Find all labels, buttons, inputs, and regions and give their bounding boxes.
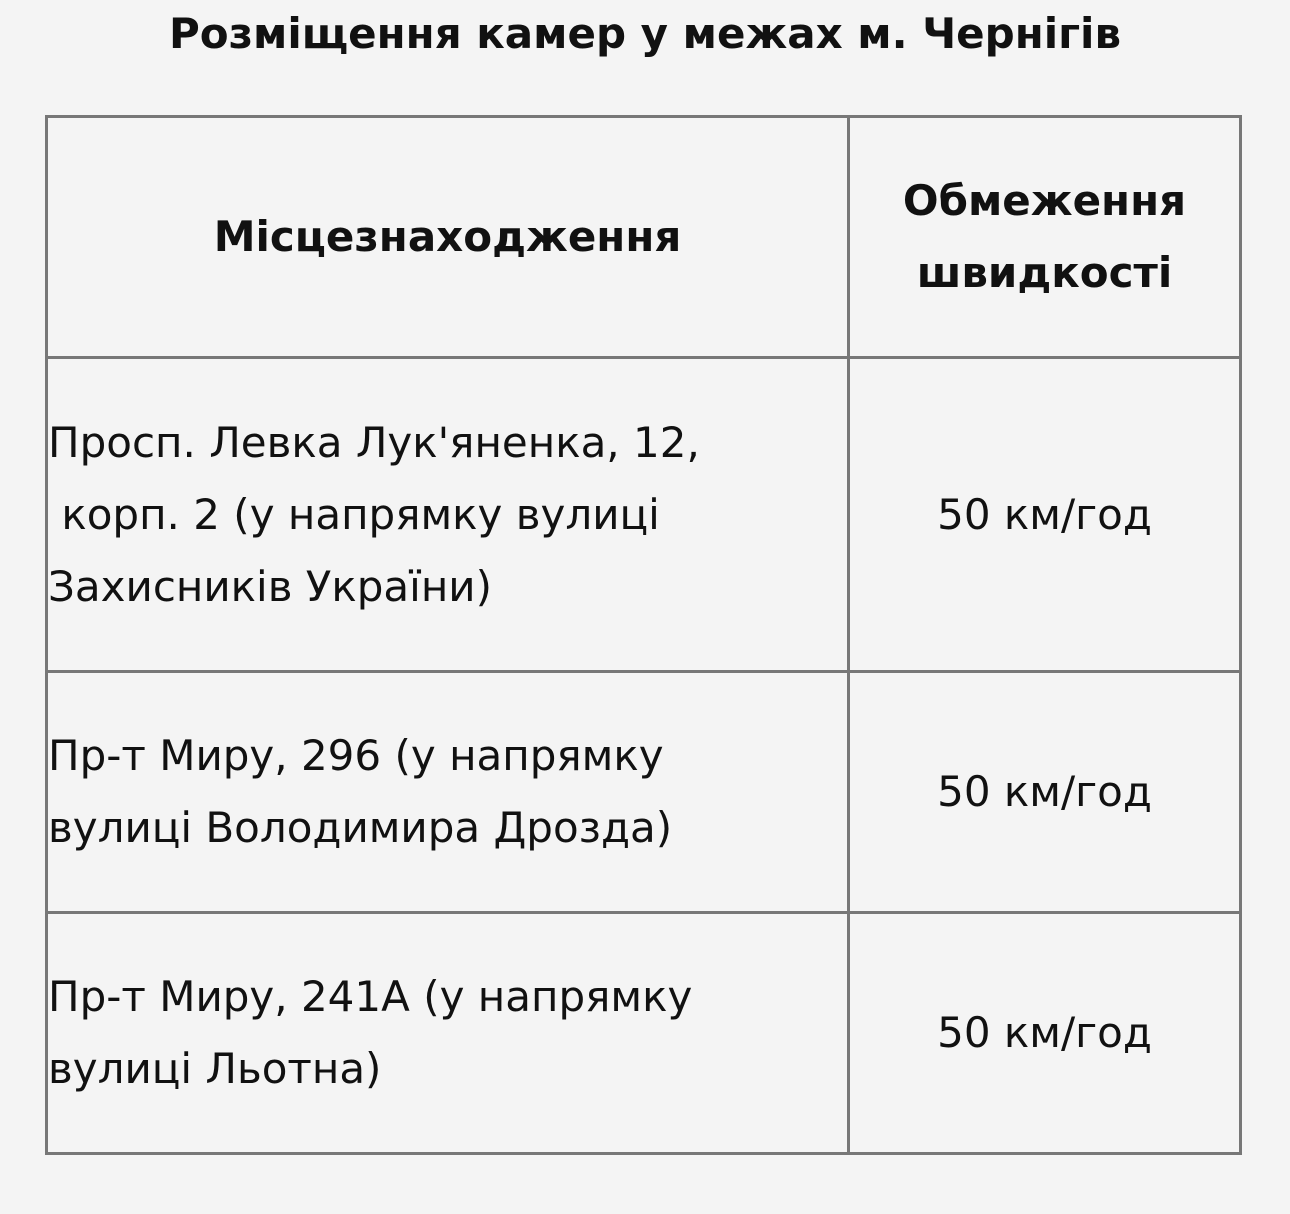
column-header-speed-limit-line2: швидкості [916,248,1173,297]
cameras-table [45,115,1242,1155]
location-line: Просп. Левка Лук'яненка, 12, [48,417,700,467]
table-row [47,913,1241,1154]
location-cell [47,358,849,672]
location-line: Пр-т Миру, 296 (у напрямку [48,731,664,780]
location-line: вулиці Володимира Дрозда) [48,803,673,852]
location-line: Пр-т Миру, 241А (у напрямку [48,972,693,1021]
speed-limit-cell: 50 км/год [849,913,1241,1154]
page-title: Розміщення камер у межах м. Чернігів [168,9,1122,58]
column-header-speed-limit [849,117,1241,358]
location-line: Захисників України) [48,561,492,611]
location-line: вулиці Льотна) [48,1044,382,1093]
table-row [47,358,1241,672]
column-header-speed-limit-line1: Обмеження [902,176,1187,225]
table-row [47,672,1241,913]
speed-limit-cell: 50 км/год [849,358,1241,672]
column-header-location: Місцезнаходження [47,117,849,358]
table-header-row [47,117,1241,358]
location-cell [47,672,849,913]
location-line: корп. 2 (у напрямку вулиці [48,489,660,539]
location-cell [47,913,849,1154]
speed-limit-cell: 50 км/год [849,672,1241,913]
